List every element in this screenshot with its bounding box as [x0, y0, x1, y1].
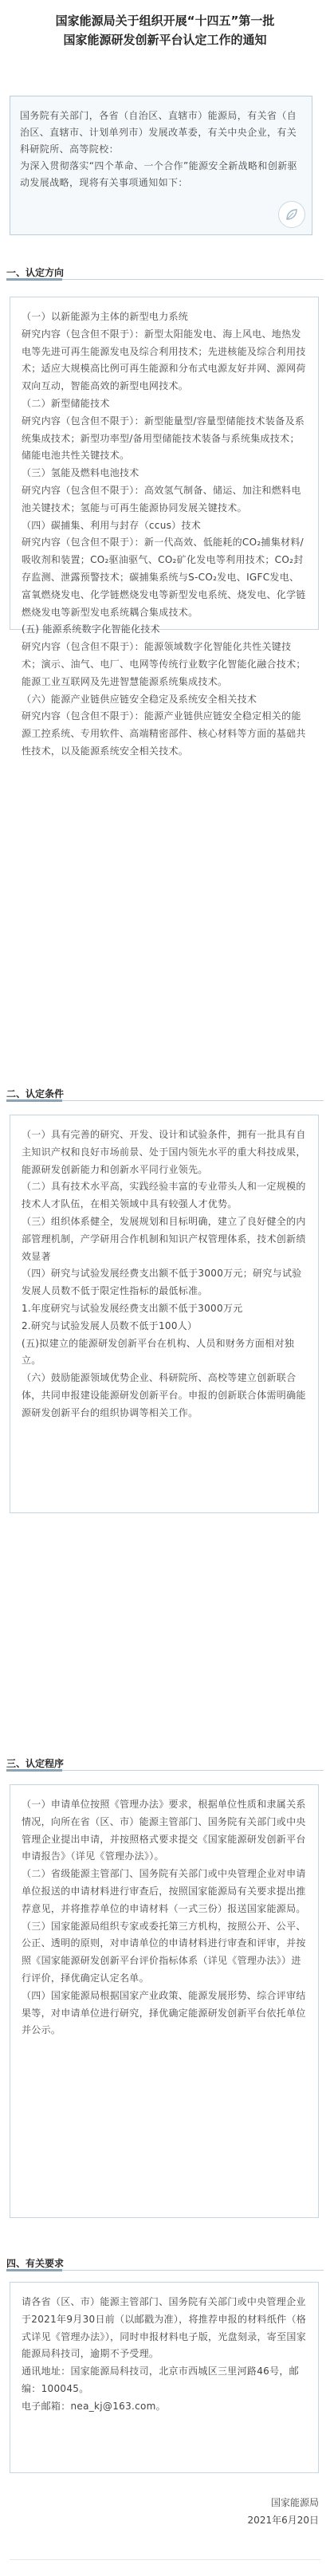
paragraph: (五) 能源系统数字化智能化技术	[22, 623, 160, 635]
paragraph: （一）申请单位按照《管理办法》要求，根据单位性质和隶属关系情况，向所在省（区、市）能源主管部门、国务院有关部门或中央管理企业提出申请，并按照格式要求提交《国家能源研发创新平台申请报告》（详见《管理办法》）。	[22, 1799, 306, 1862]
footer-divider	[10, 2559, 320, 2560]
contact-address: 通讯地址：国家能源局科技司，北京市西城区三里河路46号，邮编：100045。	[22, 2366, 299, 2394]
paragraph: （二）新型储能技术	[22, 397, 110, 409]
section-box-procedure	[10, 1784, 319, 2218]
paragraph: （三）国家能源局组织专家或委托第三方机构，按照公开、公平、公正、透明的原则，对申请单位的申请材料进行审查和评审，并按照《国家能源研发创新平台评价指标体系（详见《管理办法》）进行评价，择优确定认定名单。	[22, 1920, 306, 1984]
section-divider	[6, 279, 324, 280]
signature-date: 2021年6月20日	[247, 2515, 319, 2526]
title-line-1: 国家能源局关于组织开展“十四五”第一批	[55, 14, 275, 28]
paragraph: （二）省级能源主管部门、国务院有关部门或中央管理企业对申请单位报送的申请材料进行审查后，按照国家能源局有关要求提出推荐意见，并将推荐单位的申请材料（一式三份）报送国家能源局。	[22, 1868, 306, 1914]
leaf-icon[interactable]	[278, 201, 305, 228]
paragraph: （三）组织体系健全，发展规划和目标明确，建立了良好健全的内部管理机制，产学研用合作机制和知识产权管理体系，技术创新绩效显著	[22, 1215, 306, 1262]
section-heading-conditions	[6, 1087, 324, 1103]
section-heading-text: 二、认定条件	[6, 1088, 65, 1099]
paragraph: （三）氢能及燃料电池技术	[22, 467, 139, 479]
title-line-2: 国家能源研发创新平台认定工作的通知	[63, 33, 267, 47]
paragraph: （六）能源产业链供应链安全稳定及系统安全相关技术	[22, 693, 257, 705]
paragraph: (五)拟建立的能源研发创新平台在机构、人员和财务方面相对独立。	[22, 1337, 295, 1367]
paragraph: （六）鼓励能源领域优势企业、科研院所、高校等建立创新联合体，共同申报建设能源研发创新平台。申报的创新联合体需明确能源研发创新平台的组织协调等相关工作。	[22, 1372, 306, 1418]
section-heading-procedure	[6, 1756, 324, 1772]
paragraph: 研究内容（包含但不限于）：高效氢气制备、储运、加注和燃料电池关键技术；氢能与可再生能源协同发展关键技术。	[22, 484, 301, 513]
document-title	[0, 11, 330, 49]
paragraph: 研究内容（包含但不限于）：新型太阳能发电、海上风电、地热发电等先进可再生能源发电及综合利用技术；先进核能及综合利用技术；适应大规模高比例可再生能源和分布式电源友好并网、源网荷双向互动，智能高效的新型电网技术。	[22, 328, 306, 392]
paragraph: （四）研究与试验发展经费支出额不低于3000万元；研究与试验发展人员数不低于限定性指标的最低标准。	[22, 1268, 302, 1297]
section-box-direction	[10, 297, 319, 757]
intro-purpose: 为深入贯彻落实“四个革命、一个合作”能源安全新战略和创新驱动发展战略，现将有关事项通知如下：	[20, 160, 298, 188]
signature-block	[248, 2494, 319, 2529]
paragraph: （一）具有完善的研究、开发、设计和试验条件，拥有一批具有自主知识产权和良好市场前景、处于国内领先水平的重大科技成果，能源研发创新能力和创新水平同行业领先。	[22, 1129, 306, 1175]
section-divider	[6, 1100, 324, 1101]
paragraph: （四）碳捕集、利用与封存（ccus）技术	[22, 519, 202, 531]
paragraph: 研究内容（包含但不限于）：能源领域数字化智能化共性关键技术；演示、油气、电厂、电网等传统行业数字化智能化融合技术；能源工业互联网及先进智慧能源系统集成技术。	[22, 641, 306, 687]
paragraph: 研究内容（包含但不限于）：新一代高效、低能耗的CO₂捕集材料/吸收剂和装置；CO₂驱油驱气、CO₂矿化发电等利用技术；CO₂封存监测、泄露预警技术；碳捕集系统与S-CO₂发电、IGFC发电、富氧燃烧发电、化学链燃烧发电等新型发电系统、烧发电、化学链燃烧发电等新型发电系统耦合集成技术。	[22, 537, 306, 618]
section-divider	[6, 1770, 324, 1771]
paragraph: 研究内容（包含但不限于）：能源产业链供应链安全稳定相关的能源工控系统、专用软件、高端精密部件、核心材料等方面的基础共性技术，以及能源系统安全相关技术。	[22, 710, 306, 757]
intro-box	[10, 96, 312, 235]
section-divider	[6, 2270, 324, 2271]
section-box-conditions	[10, 1115, 319, 1513]
section-box-requirements	[10, 2282, 319, 2473]
section-heading-direction	[6, 265, 324, 281]
section-heading-text: 三、认定程序	[6, 1758, 65, 1769]
contact-email: 电子邮箱：neа_kj@163.com。	[22, 2400, 166, 2412]
section-heading-text: 一、认定方向	[6, 267, 65, 278]
paragraph: 2.研究与试验发展人员数不低于100人）	[22, 1319, 198, 1331]
paragraph: （二）具有技术水平高，实践经验丰富的专业带头人和一定规模的技术人才队伍，在相关领域中具有较强人才优势。	[22, 1181, 306, 1210]
intro-addressees: 国务院有关部门，各省（自治区、直辖市）能源局，有关省（自治区、直辖市、计划单列市）发展改革委，有关中央企业，有关科研院所、高等院校：	[20, 110, 297, 155]
paragraph: （一）以新能源为主体的新型电力系统	[22, 311, 189, 322]
signature-org: 国家能源局	[270, 2497, 319, 2508]
section-heading-text: 四、有关要求	[6, 2258, 65, 2269]
paragraph: 1.年度研究与试验发展经费支出额不低于3000万元	[22, 1302, 243, 1314]
paragraph: 请各省（区、市）能源主管部门、国务院有关部门或中央管理企业于2021年9月30日前（以邮戳为准），将推荐申报的材料纸件（格式详见《管理办法》），同时申报材料电子版，光盘刻录，寄至国家能源局科技司，逾期不予受理。	[22, 2296, 307, 2360]
paragraph: 研究内容（包含但不限于）：新型能量型/容量型储能技术装备及系统集成技术；新型功率型/备用型储能技术装备与系统集成技术；储能电池共性关键技术。	[22, 415, 305, 462]
paragraph: （四）国家能源局根据国家产业政策、能源发展形势、综合评审结果等，对申请单位进行研究，择优确定能源研发创新平台依托单位并公示。	[22, 1989, 306, 2036]
section-heading-requirements	[6, 2256, 324, 2272]
